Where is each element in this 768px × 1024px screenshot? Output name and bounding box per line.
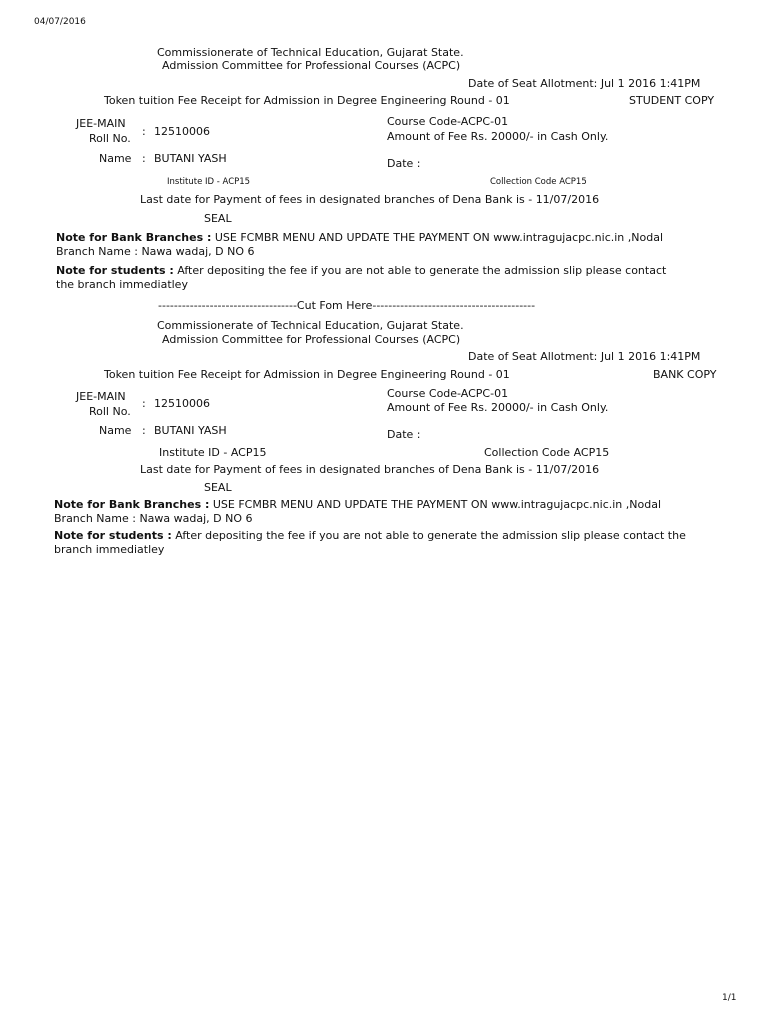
roll-label-line-1: JEE-MAIN bbox=[76, 390, 126, 403]
course-code: Course Code-ACPC-01 bbox=[387, 387, 509, 400]
student-name: BUTANI YASH bbox=[154, 152, 227, 165]
student-note-continuation: the branch immediatley bbox=[56, 278, 188, 291]
fee-amount: Amount of Fee Rs. 20000/- in Cash Only. bbox=[387, 130, 609, 143]
seal-label: SEAL bbox=[204, 212, 232, 225]
name-colon: : bbox=[142, 424, 146, 437]
student-note-text: After depositing the fee if you are not able to generate the admission slip please contact bbox=[177, 264, 667, 277]
seat-allotment-date: Date of Seat Allotment: Jul 1 2016 1:41PM bbox=[468, 350, 701, 363]
roll-label-line-1: JEE-MAIN bbox=[76, 117, 126, 130]
student-note bbox=[54, 529, 686, 542]
last-payment-date: Last date for Payment of fees in designated branches of Dena Bank is - 11/07/2016 bbox=[140, 193, 600, 206]
org-line-1: Commissionerate of Technical Education, Gujarat State. bbox=[157, 319, 464, 332]
bank-note-text: USE FCMBR MENU AND UPDATE THE PAYMENT ON www.intragujacpc.nic.in ,Nodal bbox=[214, 231, 664, 244]
roll-label-line-2: Roll No. bbox=[89, 132, 131, 145]
name-label: Name bbox=[99, 424, 132, 437]
last-payment-date: Last date for Payment of fees in designated branches of Dena Bank is - 11/07/2016 bbox=[140, 463, 600, 476]
institute-id: Institute ID - ACP15 bbox=[159, 446, 267, 459]
student-note bbox=[56, 264, 666, 277]
branch-name: Branch Name : Nawa wadaj, D NO 6 bbox=[56, 245, 255, 258]
student-note-label: Note for students : bbox=[56, 264, 174, 277]
date-label: Date : bbox=[387, 428, 421, 441]
org-line-2: Admission Committee for Professional Courses (ACPC) bbox=[162, 59, 461, 72]
print-date: 04/07/2016 bbox=[34, 17, 86, 27]
cut-line: -----------------------------------Cut Fom Here----------------------------------------- bbox=[158, 299, 536, 312]
copy-label: STUDENT COPY bbox=[629, 94, 715, 107]
collection-code: Collection Code ACP15 bbox=[490, 177, 587, 187]
bank-note bbox=[54, 498, 661, 511]
seal-label: SEAL bbox=[204, 481, 232, 494]
bank-note-label: Note for Bank Branches : bbox=[54, 498, 210, 511]
roll-colon: : bbox=[142, 397, 146, 410]
student-note-text: After depositing the fee if you are not able to generate the admission slip please contact the bbox=[175, 529, 686, 542]
seat-allotment-date: Date of Seat Allotment: Jul 1 2016 1:41PM bbox=[468, 77, 701, 90]
name-label: Name bbox=[99, 152, 132, 165]
org-line-2: Admission Committee for Professional Courses (ACPC) bbox=[162, 333, 461, 346]
course-code: Course Code-ACPC-01 bbox=[387, 115, 509, 128]
student-note-continuation: branch immediatley bbox=[54, 543, 165, 556]
bank-note bbox=[56, 231, 663, 244]
bank-note-text: USE FCMBR MENU AND UPDATE THE PAYMENT ON www.intragujacpc.nic.in ,Nodal bbox=[212, 498, 662, 511]
bank-note-label: Note for Bank Branches : bbox=[56, 231, 212, 244]
copy-label: BANK COPY bbox=[653, 368, 717, 381]
fee-amount: Amount of Fee Rs. 20000/- in Cash Only. bbox=[387, 401, 609, 414]
student-name: BUTANI YASH bbox=[154, 424, 227, 437]
roll-colon: : bbox=[142, 125, 146, 138]
receipt-title: Token tuition Fee Receipt for Admission in Degree Engineering Round - 01 bbox=[104, 94, 510, 107]
branch-name: Branch Name : Nawa wadaj, D NO 6 bbox=[54, 512, 253, 525]
name-colon: : bbox=[142, 152, 146, 165]
roll-number: 12510006 bbox=[154, 125, 210, 138]
receipt-title: Token tuition Fee Receipt for Admission in Degree Engineering Round - 01 bbox=[104, 368, 510, 381]
roll-label-line-2: Roll No. bbox=[89, 405, 131, 418]
student-note-label: Note for students : bbox=[54, 529, 172, 542]
org-line-1: Commissionerate of Technical Education, Gujarat State. bbox=[157, 46, 464, 59]
date-label: Date : bbox=[387, 157, 421, 170]
institute-id: Institute ID - ACP15 bbox=[167, 177, 251, 187]
page-number: 1/1 bbox=[722, 993, 737, 1003]
collection-code: Collection Code ACP15 bbox=[484, 446, 610, 459]
roll-number: 12510006 bbox=[154, 397, 210, 410]
